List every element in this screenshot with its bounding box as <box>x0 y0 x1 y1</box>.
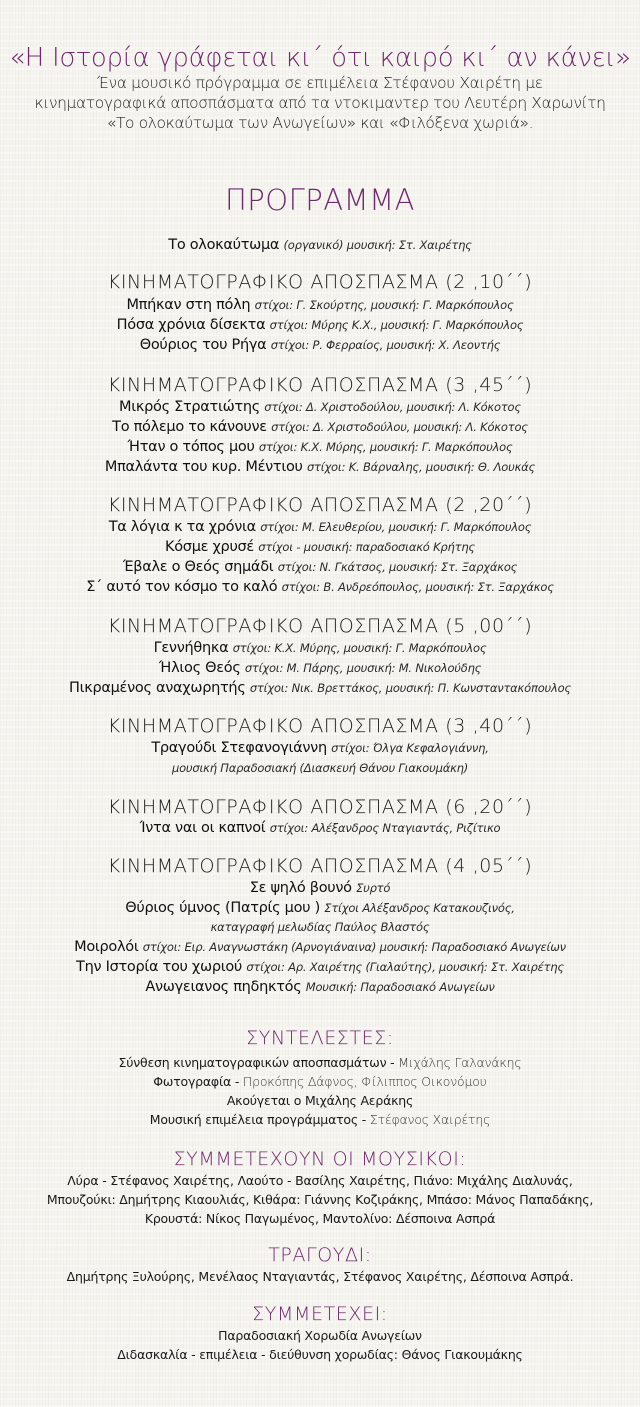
song-title: Ίντα ναι οι καπνοί <box>139 820 266 836</box>
program-item <box>0 335 640 355</box>
program-item <box>0 457 640 477</box>
contributor-line <box>0 1111 640 1129</box>
song-credit: στίχοι: Μύρης Κ.Χ., μουσική: Γ. Μαρκόπουλος <box>269 318 524 332</box>
intro-line: Ένα μουσικό πρόγραμμα σε επιμέλεια Στέφανου Χαιρέτη με <box>97 74 543 92</box>
program-item <box>0 235 640 255</box>
song-credit: Μουσική: Παραδοσιακό Ανωγείων <box>305 980 495 994</box>
program-item <box>0 577 640 597</box>
song-title: Σε ψηλό βουνό <box>249 880 352 896</box>
clip-heading: ΚΙΝΗΜΑΤΟΓΡΑΦΙΚΟ ΑΠΟΣΠΑΣΜΑ (4 ,05΄΄) <box>107 855 533 877</box>
program-item <box>0 517 640 537</box>
program-item <box>0 437 640 457</box>
song-title: Το πόλεμο το κάνουνε <box>112 419 267 435</box>
program-item <box>0 557 640 577</box>
clip-heading: ΚΙΝΗΜΑΤΟΓΡΑΦΙΚΟ ΑΠΟΣΠΑΣΜΑ (6 ,20΄΄) <box>107 796 533 818</box>
song-credit: στίχοι: Μ. Πάρης, μουσική: Μ. Νικολούδης <box>244 661 482 675</box>
song-credit: στίχοι - μουσική: παραδοσιακό Κρήτης <box>258 540 475 554</box>
contributor-role: Σύνθεση κινηματογραφικών αποσπασμάτων - <box>118 1055 399 1070</box>
program-item <box>0 957 640 977</box>
program-item <box>0 977 640 997</box>
program-item <box>0 738 640 758</box>
intro-text <box>0 73 640 133</box>
song-title: Πόσα χρόνια δίσεκτα <box>116 317 266 333</box>
program-item <box>0 397 640 417</box>
program-item <box>0 898 640 918</box>
song-credit: στίχοι: Κ. Βάρναλης, μουσική: Θ. Λουκάς <box>306 460 536 474</box>
singing-heading: ΤΡΑΓΟΥΔΙ: <box>268 1244 372 1266</box>
song-title: Μοιρολόι <box>74 939 139 955</box>
contributor-name: Στέφανος Χαιρέτης <box>369 1112 491 1127</box>
contributor-line <box>0 1054 640 1072</box>
program-item <box>0 658 640 678</box>
song-title: Θούριος του Ρήγα <box>139 337 267 353</box>
song-credit: στίχοι: Δ. Χριστοδούλου, μουσική: Λ. Κόκοτος <box>271 420 528 434</box>
program-item <box>0 537 640 557</box>
program-item-continued <box>0 917 640 937</box>
program-item <box>0 678 640 698</box>
song-credit: Στίχοι Αλέξανδρος Κατακουζινός, <box>324 901 515 915</box>
song-credit: Συρτό <box>356 881 391 895</box>
song-title: Τα λόγια κ τα χρόνια <box>108 519 256 535</box>
song-title: Ανωγειανος πηδηκτός <box>145 979 302 995</box>
program-item <box>0 295 640 315</box>
song-credit: (οργανικό) μουσική: Στ. Χαιρέτης <box>283 238 472 252</box>
song-credit: στίχοι: Ν. Γκάτσος, μουσική: Στ. Ξαρχάκος <box>277 560 518 574</box>
song-title: Το ολοκαύτωμα <box>168 237 280 253</box>
contributors-heading: ΣΥΝΤΕΛΕΣΤΕΣ: <box>246 1027 394 1049</box>
singers-line: Δημήτρης Ξυλούρης, Μενέλαος Νταγιαντάς, Στέφανος Χαιρέτης, Δέσποινα Ασπρά. <box>66 1269 574 1284</box>
song-credit: καταγραφή μελωδίας Παύλος Βλαστός <box>210 920 430 934</box>
contributor-role: Φωτογραφία - <box>153 1074 243 1089</box>
contributor-line <box>0 1073 640 1091</box>
song-credit: στίχοι: Αρ. Χαιρέτης (Γιαλαύτης), μουσική: Στ. Χαιρέτης <box>246 960 564 974</box>
program-item <box>0 417 640 437</box>
intro-line: κινηματογραφικά αποσπάσματα από τα ντοκιμαντερ του Λευτέρη Χαρωνίτη <box>34 94 606 112</box>
program-item <box>0 315 640 335</box>
song-title: Την Ιστορία του χωριού <box>76 959 243 975</box>
contributor-role: Ακούγεται ο Μιχάλης Αεράκης <box>226 1093 414 1108</box>
song-credit: στίχοι: Όλγα Κεφαλογιάννη, <box>331 741 489 755</box>
clip-heading: ΚΙΝΗΜΑΤΟΓΡΑΦΙΚΟ ΑΠΟΣΠΑΣΜΑ (2 ,10΄΄) <box>107 271 533 293</box>
song-title: Μπαλάντα του κυρ. Μέντιου <box>104 459 303 475</box>
program-item <box>0 878 640 898</box>
song-credit: μουσική Παραδοσιακή (Διασκευή Θάνου Γιακουμάκη) <box>171 761 469 775</box>
song-credit: στίχοι: Νικ. Βρεττάκος, μουσική: Π. Κωνσταντακόπουλος <box>249 681 571 695</box>
contributor-name: Προκόπης Δάφνος, Φίλιππος Οικονόμου <box>242 1074 487 1089</box>
song-title: Μπήκαν στη πόλη <box>126 297 251 313</box>
program-heading: ΠΡΟΓΡΑΜΜΑ <box>225 183 415 217</box>
song-title: Γεννήθηκα <box>153 640 229 656</box>
choir-line: Παραδοσιακή Χορωδία Ανωγείων <box>218 1328 422 1343</box>
song-title: Κόσμε χρυσέ <box>165 539 254 555</box>
choir-director-line: Διδασκαλία - επιμέλεια - διεύθυνση χορωδίας: Θάνος Γιακουμάκης <box>117 1347 523 1362</box>
song-credit: στίχοι: Αλέξανδρος Νταγιαντάς, Ριζίτικο <box>269 821 501 835</box>
song-credit: στίχοι: Μ. Ελευθερίου, μουσική: Γ. Μαρκόπουλος <box>260 520 532 534</box>
contributor-name: Μιχάλης Γαλανάκης <box>398 1055 522 1070</box>
contributor-line <box>0 1092 640 1110</box>
program-item-continued <box>0 758 640 778</box>
musicians-line: Λύρα - Στέφανος Χαιρέτης, Λαούτο - Βασίλης Χαιρέτης, Πιάνο: Μιχάλης Διαλυνάς, <box>67 1173 573 1188</box>
song-credit: στίχοι: Κ.Χ. Μύρης, μουσική: Γ. Μαρκόπουλος <box>232 641 487 655</box>
musicians-heading: ΣΥΜΜΕΤΕΧΟΥΝ ΟΙ ΜΟΥΣΙΚΟΙ: <box>173 1148 467 1170</box>
clip-heading: ΚΙΝΗΜΑΤΟΓΡΑΦΙΚΟ ΑΠΟΣΠΑΣΜΑ (5 ,00΄΄) <box>107 615 533 637</box>
song-credit: στίχοι: Ρ. Φερραίος, μουσική: Χ. Λεοντής <box>270 338 501 352</box>
song-credit: στίχοι: Κ.Χ. Μύρης, μουσική: Γ. Μαρκόπουλος <box>258 440 513 454</box>
song-credit: στίχοι: Β. Ανδρεόπουλος, μουσική: Στ. Ξαρχάκος <box>281 580 554 594</box>
song-title: Ήταν ο τόπος μου <box>127 439 255 455</box>
musicians-line: Κρουστά: Νίκος Παγωμένος, Μαντολίνο: Δέσποινα Ασπρά <box>144 1211 496 1226</box>
song-title: Έβαλε ο Θεός σημάδι <box>122 559 274 575</box>
program-item <box>0 937 640 957</box>
song-title: Σ΄ αυτό τον κόσμο το καλό <box>86 579 278 595</box>
participates-heading: ΣΥΜΜΕΤΕΧΕΙ: <box>252 1303 388 1325</box>
event-title: «Η Ιστορία γράφεται κι΄ ότι καιρό κι΄ αν κάνει» <box>9 43 631 73</box>
program-item <box>0 818 640 838</box>
song-title: Μικρός Στρατιώτης <box>119 399 260 415</box>
musicians-line: Μπουζούκι: Δημήτρης Κιαουλιάς, Κιθάρα: Γιάννης Κοζιράκης, Μπάσο: Μάνος Παπαδάκης, <box>46 1192 594 1207</box>
program-item <box>0 638 640 658</box>
contributor-role: Μουσική επιμέλεια προγράμματος - <box>149 1112 370 1127</box>
clip-heading: ΚΙΝΗΜΑΤΟΓΡΑΦΙΚΟ ΑΠΟΣΠΑΣΜΑ (3 ,40΄΄) <box>107 715 533 737</box>
song-credit: στίχοι: Δ. Χριστοδούλου, μουσική: Λ. Κόκοτος <box>264 400 521 414</box>
song-credit: στίχοι: Ειρ. Αναγνωστάκη (Αρνογιάναινα) μουσική: Παραδοσιακό Ανωγείων <box>142 940 566 954</box>
clip-heading: ΚΙΝΗΜΑΤΟΓΡΑΦΙΚΟ ΑΠΟΣΠΑΣΜΑ (3 ,45΄΄) <box>107 374 533 396</box>
song-title: Τραγούδι Στεφανογιάννη <box>151 740 327 756</box>
song-title: Θύριος ύμνος (Πατρίς μου ) <box>125 900 320 916</box>
song-title: Πικραμένος αναχωρητής <box>69 680 246 696</box>
intro-line: «Το ολοκαύτωμα των Ανωγείων» και «Φιλόξενα χωριά». <box>106 114 534 132</box>
clip-heading: ΚΙΝΗΜΑΤΟΓΡΑΦΙΚΟ ΑΠΟΣΠΑΣΜΑ (2 ,20΄΄) <box>107 494 533 516</box>
song-credit: στίχοι: Γ. Σκούρτης, μουσική: Γ. Μαρκόπουλος <box>254 298 514 312</box>
song-title: Ήλιος Θεός <box>158 660 241 676</box>
